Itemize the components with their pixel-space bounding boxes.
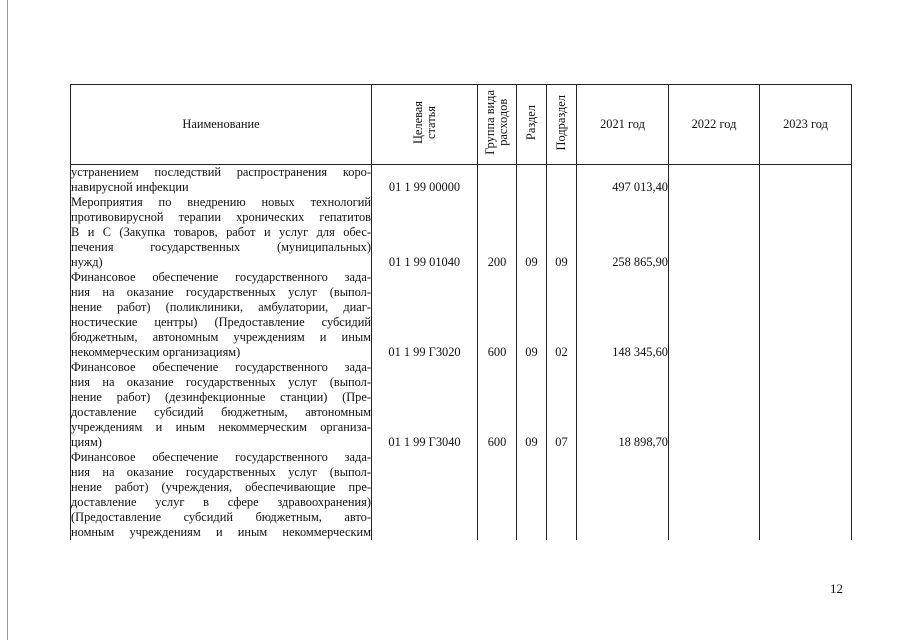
row-name-line: В и С (Закупка товаров, работ и услуг для обес- xyxy=(71,225,371,239)
row-subsection-cell xyxy=(547,450,577,540)
row-name-cell xyxy=(71,360,372,450)
row-name-line: противовирусной терапии хронических гепатитов xyxy=(71,210,371,224)
row-target-cell: 01 1 99 01040 xyxy=(372,195,478,270)
row-section-cell: 09 xyxy=(517,195,547,270)
row-name-line: (Предоставление субсидий бюджетным, авто- xyxy=(71,510,371,524)
row-subsection-cell: 02 xyxy=(547,270,577,360)
row-2022-cell xyxy=(669,165,760,196)
row-name-line: Мероприятия по внедрению новых технологий xyxy=(71,195,371,209)
row-2022-cell xyxy=(669,270,760,360)
page-margin-rule xyxy=(7,0,8,640)
row-name-line: Финансовое обеспечение государственного зада- xyxy=(71,270,371,284)
row-2023-cell xyxy=(760,360,852,450)
row-2022-cell xyxy=(669,360,760,450)
row-name-line: печения государственных (муниципальных) xyxy=(71,240,371,254)
row-subsection-cell: 07 xyxy=(547,360,577,450)
row-2021-cell xyxy=(577,450,669,540)
row-target-cell: 01 1 99 Г3020 xyxy=(372,270,478,360)
row-name-line: циям) xyxy=(71,435,102,449)
budget-table xyxy=(70,84,852,540)
row-section-cell: 09 xyxy=(517,270,547,360)
row-name-line: нение работ) (поликлиники, амбулатории, диаг- xyxy=(71,300,371,314)
table-header-row xyxy=(71,85,852,165)
row-name-cell xyxy=(71,195,372,270)
row-2023-cell xyxy=(760,270,852,360)
row-name-line: ностические центры) (Предоставление субсидий xyxy=(71,315,371,329)
row-2022-cell xyxy=(669,450,760,540)
row-2023-cell xyxy=(760,165,852,196)
row-group-cell xyxy=(478,450,517,540)
row-name-line: навирусной инфекции xyxy=(71,180,189,194)
row-target-cell: 01 1 99 00000 xyxy=(372,165,478,196)
row-section-cell: 09 xyxy=(517,360,547,450)
row-name-line: доставление субсидий бюджетным, автономным xyxy=(71,405,371,419)
row-section-cell xyxy=(517,450,547,540)
row-2021-cell: 18 898,70 xyxy=(577,360,669,450)
row-name-line: бюджетным, автономным учреждениям и иным xyxy=(71,330,371,344)
row-group-cell: 200 xyxy=(478,195,517,270)
row-2023-cell xyxy=(760,195,852,270)
row-target-cell: 01 1 99 Г3040 xyxy=(372,360,478,450)
row-group-cell: 600 xyxy=(478,270,517,360)
row-name-line: нужд) xyxy=(71,255,103,269)
row-name-line: ния на оказание государственных услуг (выпол- xyxy=(71,465,371,479)
col-header-2021: 2021 год xyxy=(577,85,669,165)
row-name-line: учреждениям и иным некоммерческим организа- xyxy=(71,420,371,434)
row-name-line: устранением последствий распространения коро- xyxy=(71,165,371,179)
row-name-line: ния на оказание государственных услуг (выпол- xyxy=(71,375,371,389)
col-header-name: Наименование xyxy=(71,85,372,165)
row-name-line: Финансовое обеспечение государственного зада- xyxy=(71,360,371,374)
col-header-section: Раздел xyxy=(517,85,547,165)
row-name-line: некоммерческим организациям) xyxy=(71,345,241,359)
row-name-line: номным учреждениям и иным некоммерческим xyxy=(71,525,371,539)
table-row xyxy=(71,270,852,360)
row-target-cell xyxy=(372,450,478,540)
table-row xyxy=(71,450,852,540)
row-name-line: Финансовое обеспечение государственного зада- xyxy=(71,450,371,464)
row-2022-cell xyxy=(669,195,760,270)
table-row xyxy=(71,360,852,450)
table-row xyxy=(71,195,852,270)
row-2021-cell: 497 013,40 xyxy=(577,165,669,196)
row-name-cell xyxy=(71,165,372,196)
row-name-line: доставление услуг в сфере здравоохранения) xyxy=(71,495,371,509)
page-number: 12 xyxy=(830,581,843,596)
row-name-cell xyxy=(71,450,372,540)
row-2021-cell: 258 865,90 xyxy=(577,195,669,270)
table-row xyxy=(71,165,852,196)
col-header-target: Целевая статья xyxy=(372,85,478,165)
row-section-cell xyxy=(517,165,547,196)
row-name-line: ния на оказание государственных услуг (выпол- xyxy=(71,285,371,299)
col-header-subsection: Подраздел xyxy=(547,85,577,165)
row-subsection-cell xyxy=(547,165,577,196)
row-name-line: нение работ) (учреждения, обеспечивающие пре- xyxy=(71,480,371,494)
row-subsection-cell: 09 xyxy=(547,195,577,270)
row-2023-cell xyxy=(760,450,852,540)
row-group-cell: 600 xyxy=(478,360,517,450)
col-header-group: Группа вида расходов xyxy=(478,85,517,165)
col-header-2022: 2022 год xyxy=(669,85,760,165)
row-group-cell xyxy=(478,165,517,196)
row-name-cell xyxy=(71,270,372,360)
col-header-2023: 2023 год xyxy=(760,85,852,165)
row-name-line: нение работ) (дезинфекционные станции) (Пре- xyxy=(71,390,371,404)
row-2021-cell: 148 345,60 xyxy=(577,270,669,360)
